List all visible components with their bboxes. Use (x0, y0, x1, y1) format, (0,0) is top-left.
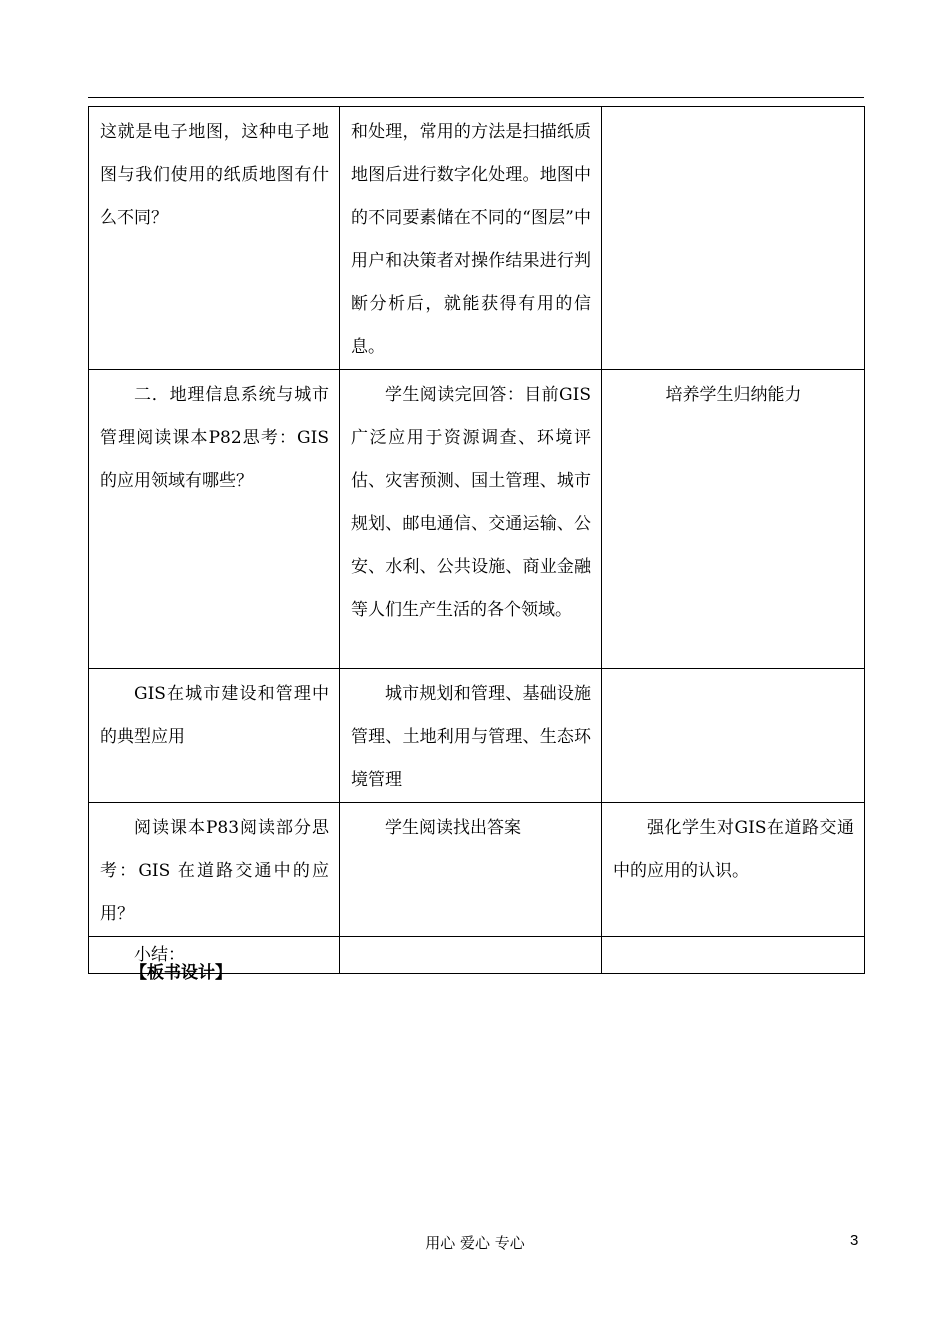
board-design-heading: 【板书设计】 (130, 963, 232, 983)
design-intent-cell (602, 937, 865, 974)
design-intent-cell: 培养学生归纳能力 (602, 370, 865, 669)
page-number: 3 (850, 1232, 859, 1249)
student-activity-cell: 学生阅读完回答：目前GIS广泛应用于资源调查、环境评估、灾害预测、国土管理、城市规划、邮电通信、交通运输、公安、水利、公共设施、商业金融等人们生产生活的各个领域。 (340, 370, 602, 669)
header-rule (88, 97, 864, 98)
table-row (89, 803, 865, 937)
lesson-plan-table (88, 106, 865, 974)
student-activity-cell: 学生阅读找出答案 (340, 803, 602, 937)
table-row (89, 107, 865, 370)
student-activity-cell: 城市规划和管理、基础设施管理、土地利用与管理、生态环境管理 (340, 669, 602, 803)
table-row (89, 370, 865, 669)
design-intent-cell: 强化学生对GIS在道路交通中的应用的认识。 (602, 803, 865, 937)
design-intent-cell (602, 107, 865, 370)
teacher-activity-cell: 这就是电子地图，这种电子地图与我们使用的纸质地图有什么不同？ (89, 107, 340, 370)
design-intent-cell (602, 669, 865, 803)
summary-cell: 小结： (89, 937, 340, 974)
footer-slogan: 用心 爱心 专心 (425, 1234, 525, 1252)
student-activity-cell: 和处理，常用的方法是扫描纸质地图后进行数字化处理。地图中的不同要素储在不同的“图层”中用户和决策者对操作结果进行判断分析后，就能获得有用的信息。 (340, 107, 602, 370)
teacher-activity-cell: 阅读课本P83阅读部分思考：GIS 在道路交通中的应用？ (89, 803, 340, 937)
student-activity-cell (340, 937, 602, 974)
table-row (89, 669, 865, 803)
teacher-activity-cell: 二．地理信息系统与城市管理阅读课本P82思考：GIS的应用领域有哪些？ (89, 370, 340, 669)
teacher-activity-cell: GIS在城市建设和管理中的典型应用 (89, 669, 340, 803)
